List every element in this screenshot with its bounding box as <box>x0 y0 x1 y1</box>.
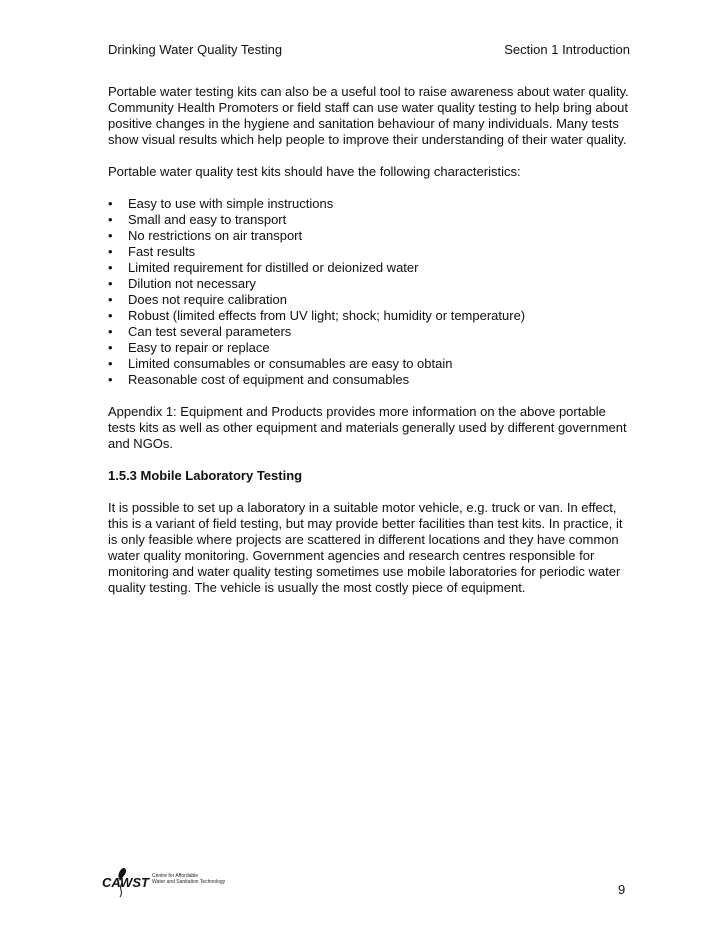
list-item: • Fast results <box>108 244 196 259</box>
list-item: • Dilution not necessary <box>108 276 256 291</box>
page-content <box>108 84 632 612</box>
bullet-icon: • <box>108 356 113 371</box>
list-item: • Limited consumables or consumables are easy to obtain <box>108 356 453 371</box>
list-item: • Can test several parameters <box>108 324 292 339</box>
list-intro: Portable water quality test kits should have the following characteristics: <box>108 164 521 179</box>
page-number: 9 <box>618 882 626 897</box>
bullet-icon: • <box>108 196 113 211</box>
paragraph-awareness: Portable water testing kits can also be a useful tool to raise awareness about water quality. Community Health Promoters or field staff can use water quality testing to help bring about positive changes in the hygiene and sanitation behaviour of many individuals. Many tests show visual results which help people to improve their understanding of their water quality. <box>108 84 629 147</box>
bullet-icon: • <box>108 372 113 387</box>
bullet-icon: • <box>108 228 113 243</box>
bullet-icon: • <box>108 212 113 227</box>
bullet-icon: • <box>108 340 113 355</box>
section-title: Section 1 Introduction <box>504 42 630 57</box>
document-title: Drinking Water Quality Testing <box>108 42 283 57</box>
bullet-icon: • <box>108 244 113 259</box>
paragraph-mobile-lab: It is possible to set up a laboratory in a suitable motor vehicle, e.g. truck or van. In effect, this is a variant of field testing, but may provide better facilities than test kits. In practice, it is only feasible where projects are scattered in different locations and they have common water quality monitoring. Government agencies and research centres responsible for monitoring and water quality testing sometimes use mobile laboratories for periodic water quality testing. The vehicle is usually the most costly piece of equipment. <box>108 500 623 595</box>
list-item: • Robust (limited effects from UV light; shock; humidity or temperature) <box>108 308 526 323</box>
list-item: • Limited requirement for distilled or deionized water <box>108 260 419 275</box>
bullet-icon: • <box>108 292 113 307</box>
bullet-icon: • <box>108 324 113 339</box>
logo-tagline: Centre for Affordable Water and Sanitation Technology <box>152 873 226 885</box>
list-item: • Reasonable cost of equipment and consumables <box>108 372 410 387</box>
characteristics-list <box>108 196 632 388</box>
logo-wordmark: CAWST <box>102 875 149 890</box>
list-item: • Does not require calibration <box>108 292 287 307</box>
list-item: • Easy to use with simple instructions <box>108 196 334 211</box>
list-item: • No restrictions on air transport <box>108 228 303 243</box>
section-heading: 1.5.3 Mobile Laboratory Testing <box>108 468 303 483</box>
bullet-icon: • <box>108 308 113 323</box>
page-header <box>108 42 630 62</box>
list-item: • Easy to repair or replace <box>108 340 270 355</box>
bullet-icon: • <box>108 276 113 291</box>
list-item: • Small and easy to transport <box>108 212 287 227</box>
bullet-icon: • <box>108 260 113 275</box>
paragraph-appendix: Appendix 1: Equipment and Products provides more information on the above portable tests kits as well as other equipment and materials generally used by different government and NGOs. <box>108 404 627 451</box>
